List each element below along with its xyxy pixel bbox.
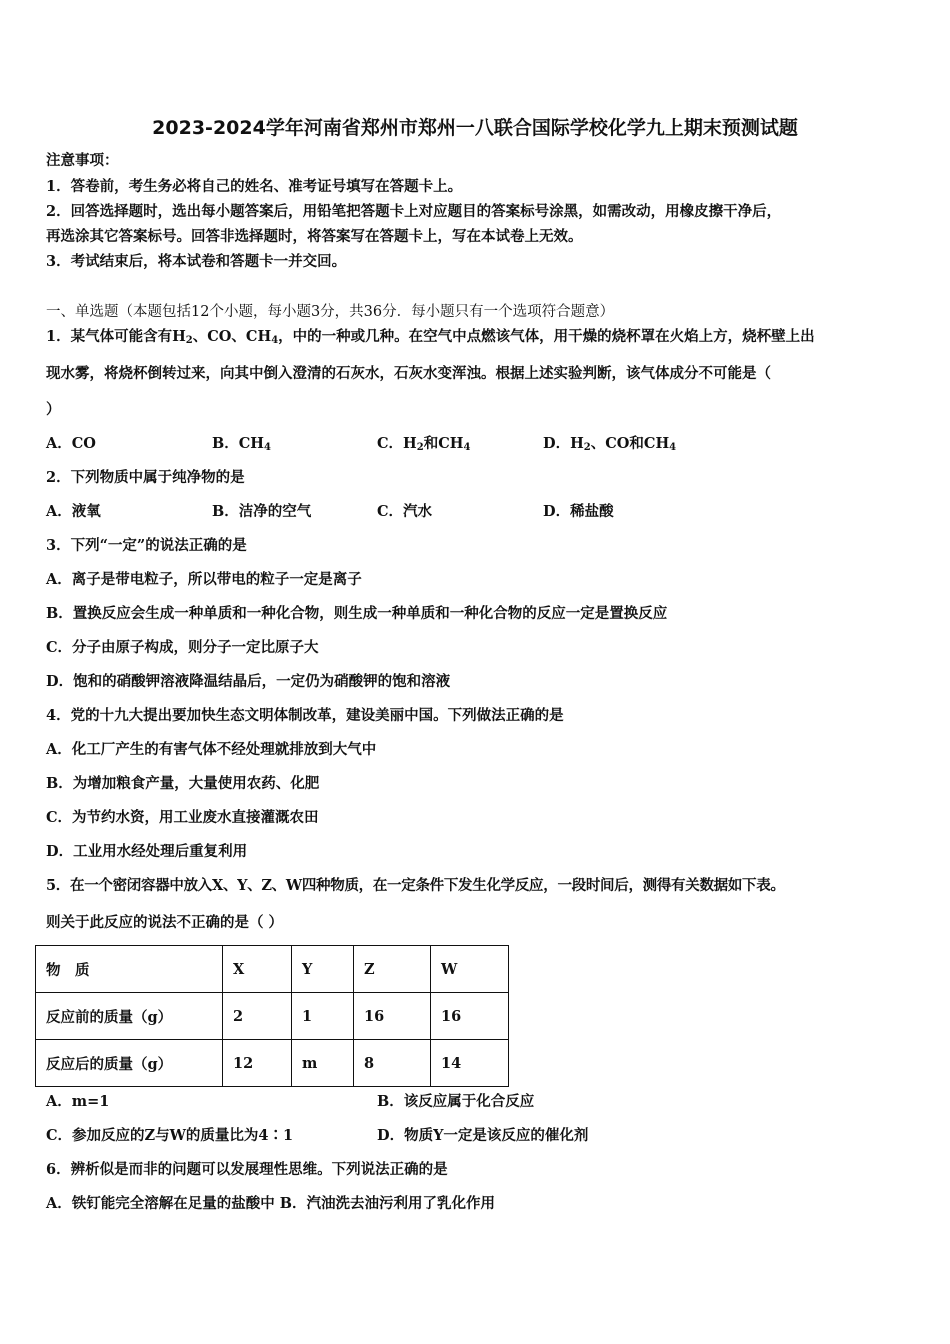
table-cell: 14 (431, 1040, 509, 1087)
q2-option-a: A．液氧 (46, 503, 101, 520)
notice-item-2: 2．回答选择题时，选出每小题答案后，用铅笔把答题卡上对应题目的答案标号涂黑，如需改动，用橡皮擦干净后， (46, 203, 782, 220)
q6-options-ab: A．铁钉能完全溶解在足量的盐酸中 B．汽油洗去油污利用了乳化作用 (46, 1195, 496, 1212)
q1-sub-2: 4 (271, 335, 279, 346)
q1-option-d-sub2: 4 (669, 442, 677, 453)
q3-option-c: C．分子由原子构成，则分子一定比原子大 (46, 639, 319, 656)
notice-item-3: 3．考试结束后，将本试卷和答题卡一并交回。 (46, 253, 347, 270)
q3-option-b: B．置换反应会生成一种单质和一种化合物，则生成一种单质和一种化合物的反应一定是置换反应 (46, 605, 668, 622)
page-title: 2023-2024学年河南省郑州市郑州一八联合国际学校化学九上期末预测试题 (152, 117, 798, 139)
q1-option-c-sub2: 4 (463, 442, 471, 453)
q2-stem: 2．下列物质中属于纯净物的是 (46, 469, 245, 486)
q5-option-a: A．m=1 (46, 1093, 110, 1110)
q2-option-c: C．汽水 (377, 503, 433, 520)
table-cell: 12 (223, 1040, 292, 1087)
q1-sub-1: 2 (185, 335, 193, 346)
q4-stem: 4．党的十九大提出要加快生态文明体制改革，建设美丽中国。下列做法正确的是 (46, 707, 564, 724)
q5-data-table (35, 945, 509, 1087)
q1-text-a: 1．某气体可能含有H (46, 328, 186, 345)
q1-stem-line1 (46, 327, 815, 351)
q5-option-c: C．参加反应的Z与W的质量比为4∶1 (46, 1127, 294, 1144)
q1-option-c-mid: 和CH (423, 435, 464, 452)
table-cell: 16 (431, 993, 509, 1040)
q1-option-c (377, 434, 470, 458)
q5-stem-line1: 5．在一个密闭容器中放入X、Y、Z、W四种物质，在一定条件下发生化学反应，一段时间后，测得有关数据如下表。 (46, 877, 785, 894)
section-heading: 一、单选题（本题包括12个小题，每小题3分，共36分．每小题只有一个选项符合题意） (46, 304, 615, 320)
q1-option-c-sub1: 2 (416, 442, 424, 453)
table-row (36, 993, 509, 1040)
q5-stem-line2: 则关于此反应的说法不正确的是（ ） (46, 914, 284, 931)
table-cell: 反应后的质量（g） (36, 1040, 223, 1087)
q4-option-b: B．为增加粮食产量，大量使用农药、化肥 (46, 775, 320, 792)
q1-text-b: 、CO、CH (192, 328, 272, 345)
q1-option-b (212, 434, 271, 458)
q2-option-b: B．洁净的空气 (212, 503, 312, 520)
q3-option-d: D．饱和的硝酸钾溶液降温结晶后，一定仍为硝酸钾的饱和溶液 (46, 673, 451, 690)
q1-option-b-sub: 4 (264, 442, 271, 453)
q1-stem-line3: ） (46, 401, 61, 418)
q1-option-d-mid: 、CO和CH (590, 435, 670, 452)
q2-option-d: D．稀盐酸 (543, 503, 614, 520)
table-cell: 1 (292, 993, 354, 1040)
q4-option-d: D．工业用水经处理后重复利用 (46, 843, 248, 860)
table-row (36, 1040, 509, 1087)
table-cell: 16 (354, 993, 431, 1040)
q1-option-d-sub1: 2 (583, 442, 591, 453)
q5-option-d: D．物质Y一定是该反应的催化剂 (377, 1127, 589, 1144)
table-cell: 2 (223, 993, 292, 1040)
table-cell: 8 (354, 1040, 431, 1087)
q1-option-b-text: B．CH (212, 435, 264, 452)
table-cell: m (292, 1040, 354, 1087)
q1-option-c-text: C．H (377, 435, 417, 452)
table-header-cell: W (431, 946, 509, 993)
q3-option-a: A．离子是带电粒子，所以带电的粒子一定是离子 (46, 571, 362, 588)
q1-stem-line2: 现水雾，将烧杯倒转过来，向其中倒入澄清的石灰水，石灰水变浑浊。根据上述实验判断，该气体成分不可能是（ (46, 365, 771, 382)
table-header-cell: 物 质 (36, 946, 223, 993)
q1-option-d-text: D．H (543, 435, 584, 452)
notice-heading: 注意事项： (46, 152, 119, 169)
q1-text-c: ，中的一种或几种。在空气中点燃该气体，用干燥的烧杯罩在火焰上方，烧杯壁上出 (278, 328, 815, 345)
q6-stem: 6．辨析似是而非的问题可以发展理性思维。下列说法正确的是 (46, 1161, 448, 1178)
q1-option-a: A．CO (46, 435, 96, 452)
q1-option-d (543, 434, 676, 458)
notice-item-2-cont: 再选涂其它答案标号。回答非选择题时，将答案写在答题卡上，写在本试卷上无效。 (46, 228, 583, 245)
q4-option-a: A．化工厂产生的有害气体不经处理就排放到大气中 (46, 741, 377, 758)
notice-item-1: 1．答卷前，考生务必将自己的姓名、准考证号填写在答题卡上。 (46, 178, 463, 195)
table-header-cell: Z (354, 946, 431, 993)
table-header-cell: X (223, 946, 292, 993)
table-header-cell: Y (292, 946, 354, 993)
table-cell: 反应前的质量（g） (36, 993, 223, 1040)
table-header-row (36, 946, 509, 993)
q5-option-b: B．该反应属于化合反应 (377, 1093, 535, 1110)
q4-option-c: C．为节约水资，用工业废水直接灌溉农田 (46, 809, 319, 826)
q3-stem: 3．下列“一定”的说法正确的是 (46, 537, 247, 554)
